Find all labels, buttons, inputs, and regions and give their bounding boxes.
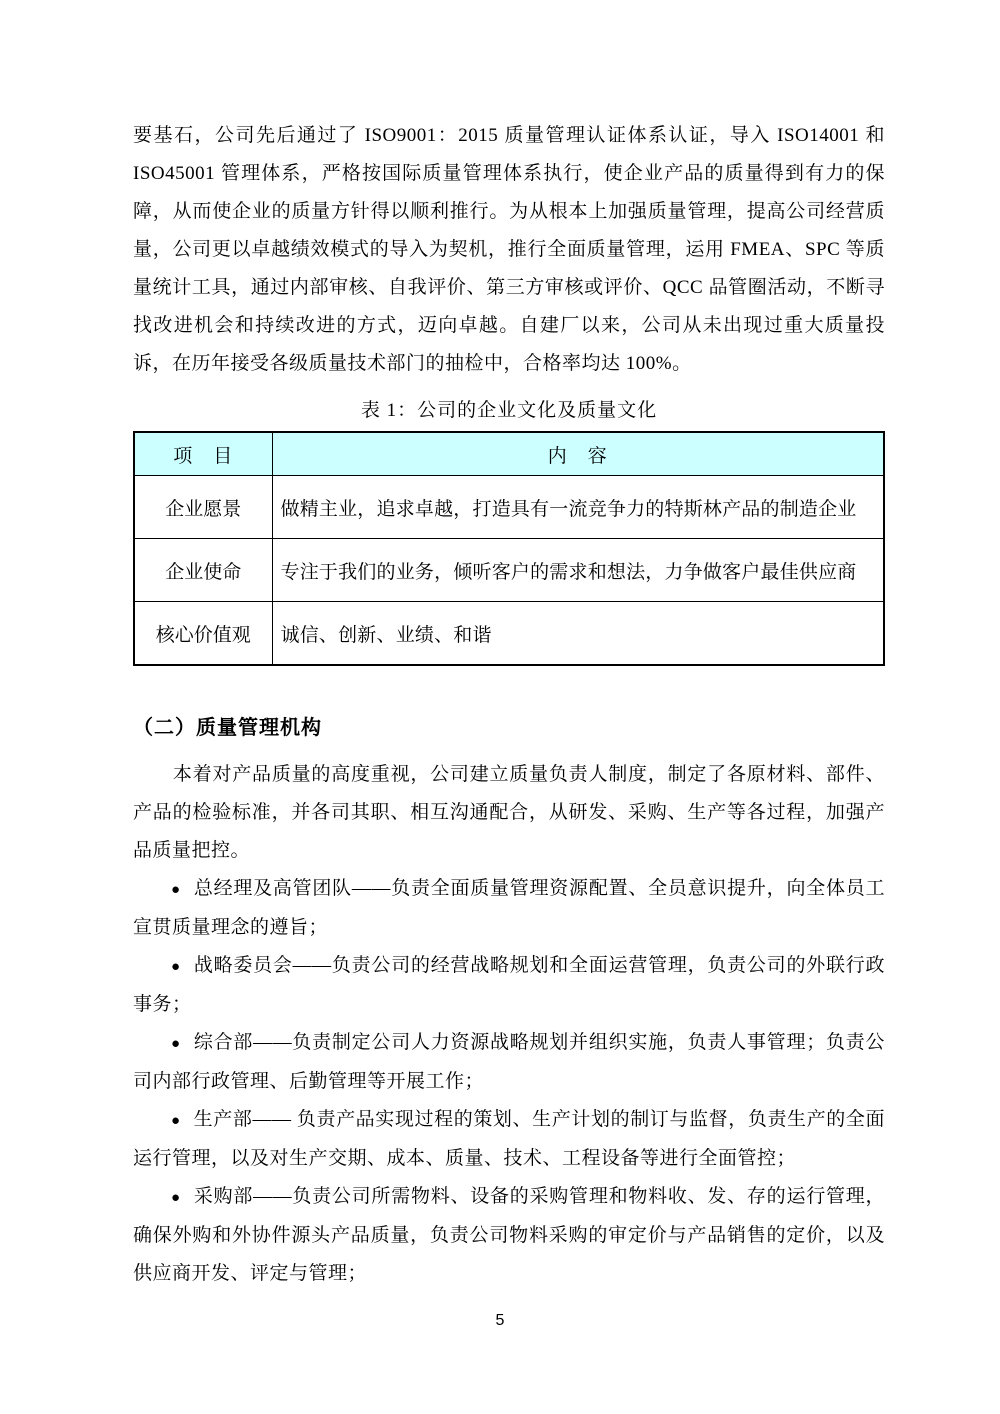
bullet-text: 战略委员会——负责公司的经营战略规划和全面运营管理，负责公司的外联行政事务； [133,955,885,1015]
bullet-production-dept [133,1101,885,1178]
row-content: 做精主业，追求卓越，打造具有一流竞争力的特斯林产品的制造企业 [272,476,884,539]
culture-table [133,431,885,666]
bullet-strategy-committee [133,947,885,1024]
row-content: 诚信、创新、业绩、和谐 [272,602,884,666]
col-header-item: 项 目 [134,432,272,476]
bullet-general-affairs-dept [133,1024,885,1101]
page-number: 5 [495,1312,505,1329]
table-row-vision [134,476,884,539]
bullet-icon: ● [171,882,181,898]
row-item-label: 企业愿景 [134,476,272,539]
bullet-icon: ● [171,959,181,975]
row-item-label: 企业使命 [134,539,272,602]
bullet-purchasing-dept [133,1178,885,1293]
table-caption: 表 1：公司的企业文化及质量文化 [360,400,658,421]
paragraph-quality-system: 要基石，公司先后通过了 ISO9001：2015 质量管理认证体系认证，导入 ISO14001 和 ISO45001 管理体系，严格按国际质量管理体系执行，使企业产品的质量得到有力的保障，从而使企业的质量方针得以顺利推行。为从根本上加强质量管理，提高公司经营质量，公司更以卓越绩效模式的导入为契机，推行全面质量管理，运用 FMEA、SPC 等质量统计工具，通过内部审核、自我评价、第三方审核或评价、QCC 品管圈活动，不断寻找改进机会和持续改进的方式，迈向卓越。自建厂以来，公司从未出现过重大质量投诉，在历年接受各级质量技术部门的抽检中，合格率均达 100%。 [133,125,885,374]
section-intro-paragraph: 本着对产品质量的高度重视，公司建立质量负责人制度，制定了各原材料、部件、产品的检验标准，并各司其职、相互沟通配合，从研发、采购、生产等各过程，加强产品质量把控。 [133,764,885,861]
bullet-text: 生产部—— 负责产品实现过程的策划、生产计划的制订与监督，负责生产的全面运行管理，以及对生产交期、成本、质量、技术、工程设备等进行全面管控； [133,1109,885,1169]
bullet-general-manager [133,870,885,947]
row-content: 专注于我们的业务，倾听客户的需求和想法，力争做客户最佳供应商 [272,539,884,602]
page-content [133,117,885,1293]
row-item-label: 核心价值观 [134,602,272,666]
bullet-text: 综合部——负责制定公司人力资源战略规划并组织实施，负责人事管理；负责公司内部行政管理、后勤管理等开展工作； [133,1032,885,1092]
col-header-content: 内 容 [272,432,884,476]
section-heading-quality-org: （二）质量管理机构 [133,717,322,739]
table-row-values [134,602,884,666]
bullet-icon: ● [171,1190,181,1206]
bullet-text: 采购部——负责公司所需物料、设备的采购管理和物料收、发、存的运行管理，确保外购和外协件源头产品质量，负责公司物料采购的审定价与产品销售的定价，以及供应商开发、评定与管理； [133,1186,885,1284]
bullet-icon: ● [171,1036,181,1052]
bullet-icon: ● [171,1113,181,1129]
bullet-text: 总经理及高管团队——负责全面质量管理资源配置、全员意识提升，向全体员工宣贯质量理念的遵旨； [133,878,885,938]
table-row-mission [134,539,884,602]
table-header-row [134,432,884,476]
